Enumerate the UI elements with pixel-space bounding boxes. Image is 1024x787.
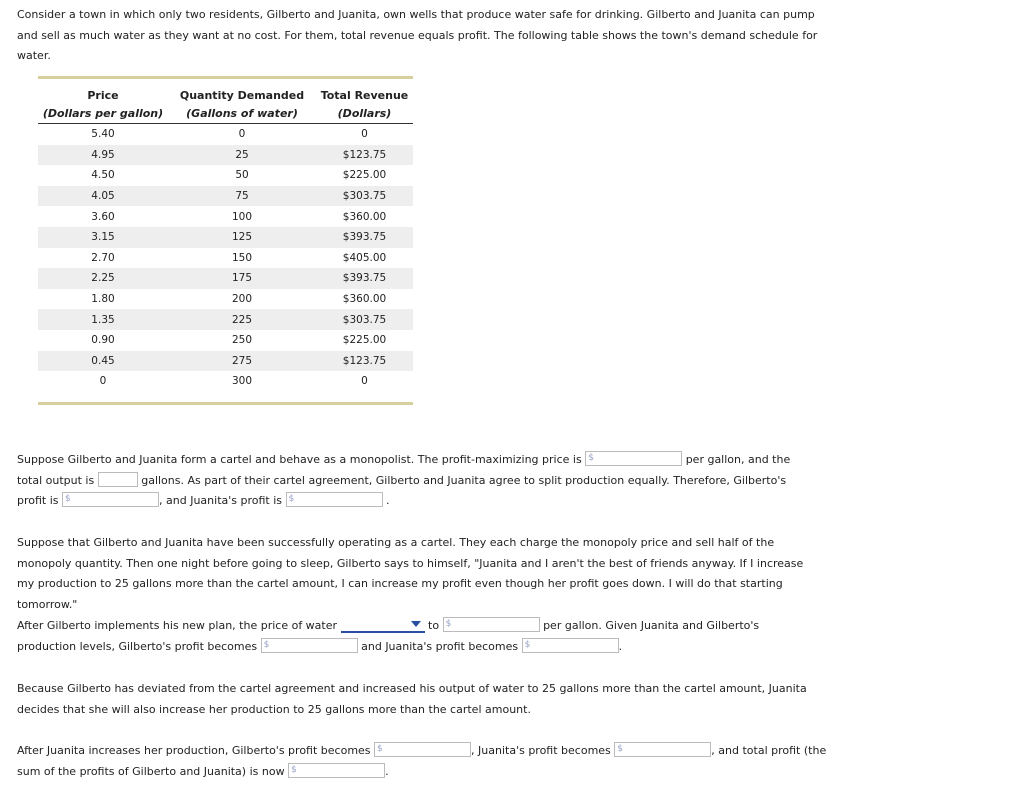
- table-row: [38, 227, 413, 248]
- revenue-cell: $225.00: [342, 169, 387, 182]
- new-price-input[interactable]: $: [443, 617, 540, 632]
- quantity-cell: 0: [238, 128, 246, 141]
- q3-text-1: After Juanita increases her production, Gilberto's profit becomes: [17, 744, 371, 757]
- quantity-cell: 50: [235, 169, 249, 182]
- revenue-cell: $360.00: [342, 293, 387, 306]
- price-cell: 1.35: [38, 309, 168, 330]
- q1-text-1: Suppose Gilberto and Juanita form a cartel and behave as a monopolist. The profit-maximizing price is: [17, 453, 582, 466]
- monopoly-price-input[interactable]: $: [585, 451, 682, 466]
- juanita-profit-input[interactable]: $: [286, 492, 383, 507]
- table-row: [38, 309, 413, 330]
- subheader-quantity: (Gallons of water): [168, 105, 316, 124]
- revenue-cell: 0: [361, 375, 368, 388]
- price-cell: 4.50: [91, 169, 115, 182]
- revenue-cell: $405.00: [342, 251, 387, 264]
- q1-text-4: , and Juanita's profit is: [159, 494, 283, 507]
- q1-text-5: .: [386, 494, 390, 507]
- gilberto-profit-input[interactable]: $: [62, 492, 159, 507]
- quantity-cell: 25: [168, 145, 316, 166]
- defection-paragraph: Suppose that Gilberto and Juanita have been successfully operating as a cartel. They each charge the monopoly price and sell half of the monopoly quantity. Then one night before going to sleep, Gilberto says to himself, "Juanita and I aren't the best of friends anyway. If I increase my production to 25 gallons more than the cartel amount, I can increase my profit even though her profit goes down. I will do that starting tomorrow.": [17, 536, 804, 611]
- quantity-cell: 275: [168, 351, 316, 372]
- q1-text-3: gallons. As part of their cartel agreement, Gilberto and Juanita agree to split production equally. Therefore, Gilberto's profit is: [17, 473, 787, 507]
- q2-text-5: .: [618, 639, 623, 653]
- quantity-cell: 200: [231, 293, 253, 306]
- juanita-new-profit-input[interactable]: $: [522, 638, 619, 653]
- juanita-final-profit-input[interactable]: $: [614, 742, 711, 757]
- revenue-cell: $123.75: [316, 351, 413, 372]
- table-row: [38, 351, 413, 372]
- table-row: [38, 248, 413, 269]
- q1-text-2: per gallon, and the total output is: [17, 453, 791, 487]
- q3-text-2: , Juanita's profit becomes: [471, 744, 611, 757]
- table-row: [38, 186, 413, 207]
- price-cell: 0: [99, 375, 107, 388]
- price-cell: 0.90: [91, 334, 115, 347]
- revenue-cell: $303.75: [316, 309, 413, 330]
- total-output-input[interactable]: [98, 472, 138, 487]
- intro-paragraph: Consider a town in which only two residents, Gilberto and Juanita, own wells that produce water safe for drinking. Gilberto and Juanita can pump and sell as much water as they want at no cost. For them, total revenue equals profit. The following table shows the town's demand schedule for water.: [17, 8, 818, 62]
- question-gilberto-deviates: [17, 616, 817, 657]
- table-row: [38, 206, 413, 227]
- quantity-cell: 300: [231, 375, 253, 388]
- price-cell: 5.40: [91, 128, 115, 141]
- table-row: [38, 371, 413, 403]
- quantity-cell: 150: [231, 251, 253, 264]
- dropdown-arrow-icon: [411, 621, 421, 627]
- quantity-cell: 175: [168, 268, 316, 289]
- revenue-cell: $393.75: [316, 268, 413, 289]
- quantity-cell: 75: [168, 186, 316, 207]
- q3-text-4: .: [385, 764, 389, 778]
- question-both-deviate: [17, 741, 827, 782]
- q2-text-1: After Gilberto implements his new plan, the price of water: [17, 619, 338, 632]
- table-row: [38, 289, 413, 310]
- price-cell: 2.25: [38, 268, 168, 289]
- price-cell: 4.95: [38, 145, 168, 166]
- price-cell: 4.05: [38, 186, 168, 207]
- revenue-cell: $393.75: [316, 227, 413, 248]
- demand-schedule-table: [38, 76, 413, 405]
- revenue-cell: 0: [361, 128, 368, 141]
- revenue-cell: $225.00: [342, 334, 387, 347]
- quantity-cell: 250: [231, 334, 253, 347]
- table-row: [38, 124, 413, 145]
- quantity-cell: 125: [168, 227, 316, 248]
- table-row: [38, 268, 413, 289]
- quantity-cell: 100: [231, 210, 253, 223]
- q3-text-3: , and total profit (the sum of the profits of Gilberto and Juanita) is now: [17, 744, 827, 778]
- table-row: [38, 330, 413, 351]
- price-cell: 2.70: [91, 251, 115, 264]
- q2-text-3: per gallon. Given Juanita and Gilberto's production levels, Gilberto's profit becomes: [17, 619, 760, 653]
- gilberto-final-profit-input[interactable]: $: [374, 742, 471, 757]
- total-profit-input[interactable]: $: [288, 763, 385, 778]
- quantity-cell: 225: [168, 309, 316, 330]
- subheader-price: (Dollars per gallon): [38, 105, 168, 124]
- question-cartel: [17, 450, 817, 512]
- revenue-cell: $303.75: [316, 186, 413, 207]
- q2-text-4: and Juanita's profit becomes: [361, 639, 519, 653]
- juanita-response-paragraph: Because Gilberto has deviated from the cartel agreement and increased his output of water to 25 gallons more than the cartel amount, Juanita decides that she will also increase her production to 25 gallons more than the cartel amount.: [17, 682, 807, 716]
- revenue-cell: $123.75: [316, 145, 413, 166]
- price-change-dropdown[interactable]: [341, 617, 425, 633]
- header-quantity: Quantity Demanded: [179, 89, 305, 102]
- revenue-cell: $360.00: [342, 210, 387, 223]
- gilberto-new-profit-input[interactable]: $: [261, 638, 358, 653]
- q2-text-2: to: [428, 619, 440, 632]
- price-cell: 0.45: [38, 351, 168, 372]
- subheader-revenue: (Dollars): [316, 105, 413, 124]
- header-price: Price: [87, 89, 119, 102]
- price-cell: 3.15: [38, 227, 168, 248]
- price-cell: 1.80: [91, 293, 115, 306]
- table-row: [38, 145, 413, 166]
- table-row: [38, 165, 413, 186]
- header-revenue: Total Revenue: [320, 89, 409, 102]
- price-cell: 3.60: [91, 210, 115, 223]
